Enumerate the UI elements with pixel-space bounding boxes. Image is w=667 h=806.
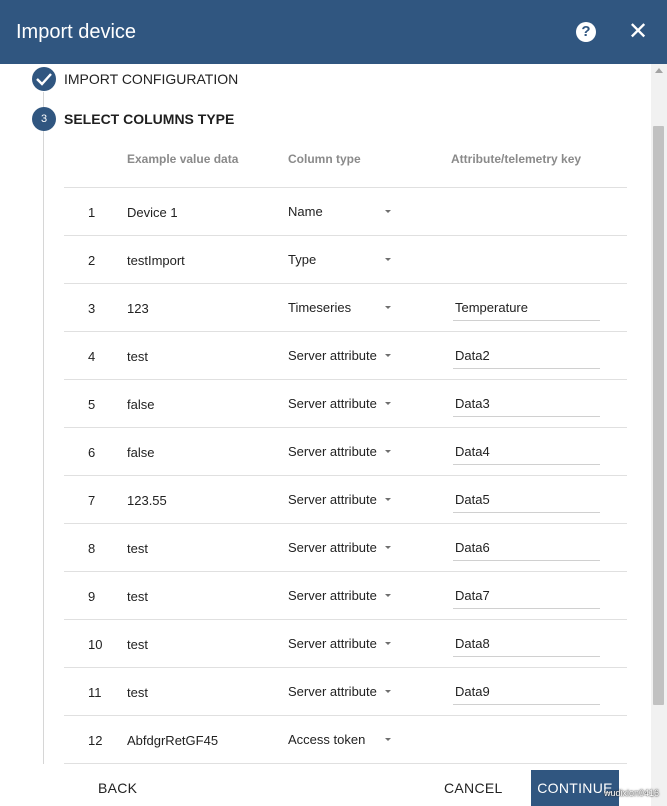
example-value: test [127,637,148,652]
dropdown-arrow-icon [385,738,391,741]
attribute-key-input[interactable] [453,585,600,609]
dialog-title: Import device [16,21,137,43]
table-row [64,475,627,523]
dropdown-arrow-icon [385,498,391,501]
column-type-value: Name [288,204,323,219]
column-type-select[interactable] [288,443,393,461]
example-value: false [127,397,155,412]
column-type-value: Timeseries [288,300,352,315]
attribute-key-value: Temperature [455,300,528,315]
column-type-select[interactable] [288,683,393,701]
column-type-select[interactable] [288,491,393,509]
dropdown-arrow-icon [385,642,391,645]
example-value: test [127,541,148,556]
table-row [64,187,627,235]
row-number: 8 [88,541,96,556]
example-value: 123 [127,301,149,316]
table-row [64,283,627,331]
column-type-value: Server attribute [288,348,377,363]
column-type-value: Server attribute [288,492,377,507]
row-number: 6 [88,445,96,460]
column-type-value: Server attribute [288,684,377,699]
example-value: false [127,445,155,460]
column-header-example-value: Example value data [127,152,239,166]
dropdown-arrow-icon [385,690,391,693]
attribute-key-input[interactable] [453,345,600,369]
column-type-select[interactable] [288,539,393,557]
attribute-key-value: Data7 [455,588,490,603]
column-type-value: Server attribute [288,636,377,651]
attribute-key-value: Data3 [455,396,490,411]
dropdown-arrow-icon [385,594,391,597]
dropdown-arrow-icon [385,354,391,357]
table-row [64,235,627,283]
example-value: testImport [127,253,185,268]
column-type-value: Server attribute [288,588,377,603]
attribute-key-input[interactable] [453,441,600,465]
column-header-attribute-key: Attribute/telemetry key [451,152,582,166]
scroll-up-arrow-icon[interactable] [655,68,663,73]
example-value: Device 1 [127,205,178,220]
row-number: 4 [88,349,96,364]
row-number: 9 [88,589,96,604]
table-row [64,571,627,619]
attribute-key-input[interactable] [453,489,600,513]
stepper-line [43,92,44,806]
attribute-key-input[interactable] [453,297,600,321]
row-number: 12 [88,733,103,748]
column-type-select[interactable] [288,587,393,605]
table-row [64,619,627,667]
row-number: 10 [88,637,103,652]
row-number: 3 [88,301,96,316]
column-type-select[interactable] [288,203,393,221]
column-type-value: Access token [288,732,366,747]
attribute-key-value: Data4 [455,444,490,459]
example-value: AbfdgrRetGF45 [127,733,219,748]
attribute-key-input[interactable] [453,633,600,657]
dialog-header [0,0,667,64]
table-row [64,331,627,379]
column-type-select[interactable] [288,395,393,413]
table-row [64,667,627,715]
column-type-value: Server attribute [288,540,377,555]
row-number: 1 [88,205,96,220]
step-select-columns-type: SELECT COLUMNS TYPE [64,111,235,127]
example-value: test [127,589,148,604]
column-type-value: Server attribute [288,444,377,459]
attribute-key-value: Data2 [455,348,490,363]
attribute-key-value: Data6 [455,540,490,555]
column-type-value: Server attribute [288,396,377,411]
row-number: 7 [88,493,96,508]
dropdown-arrow-icon [385,402,391,405]
column-header-column-type: Column type [288,152,361,166]
cancel-button[interactable]: CANCEL [444,780,503,796]
dropdown-arrow-icon [385,450,391,453]
continue-button[interactable]: CONTINUE [531,770,619,806]
column-type-select[interactable] [288,347,393,365]
attribute-key-input[interactable] [453,393,600,417]
row-number: 2 [88,253,96,268]
example-value: 123.55 [127,493,167,508]
example-value: test [127,349,148,364]
check-icon [32,67,56,91]
dropdown-arrow-icon [385,546,391,549]
close-icon[interactable]: ✕ [627,18,649,45]
column-type-select[interactable] [288,635,393,653]
row-number: 11 [88,685,102,700]
column-type-select[interactable] [288,731,393,749]
attribute-key-input[interactable] [453,537,600,561]
column-type-select[interactable] [288,299,393,317]
example-value: test [127,685,148,700]
attribute-key-value: Data9 [455,684,490,699]
table-row [64,715,627,763]
step-import-configuration[interactable]: IMPORT CONFIGURATION [64,71,239,87]
scrollbar-thumb[interactable] [653,126,664,705]
attribute-key-value: Data8 [455,636,490,651]
help-circle-icon[interactable]: ? [576,22,596,42]
attribute-key-input[interactable] [453,681,600,705]
back-button[interactable]: BACK [98,780,138,796]
column-type-select[interactable] [288,251,393,269]
table-row [64,427,627,475]
step-number-badge: 3 [32,107,56,131]
watermark-text: wudixion0416 [604,788,660,798]
row-number: 5 [88,397,96,412]
attribute-key-value: Data5 [455,492,490,507]
table-row [64,523,627,571]
dropdown-arrow-icon [385,258,391,261]
dropdown-arrow-icon [385,306,391,309]
dropdown-arrow-icon [385,210,391,213]
column-type-value: Type [288,252,317,267]
table-row [64,379,627,427]
